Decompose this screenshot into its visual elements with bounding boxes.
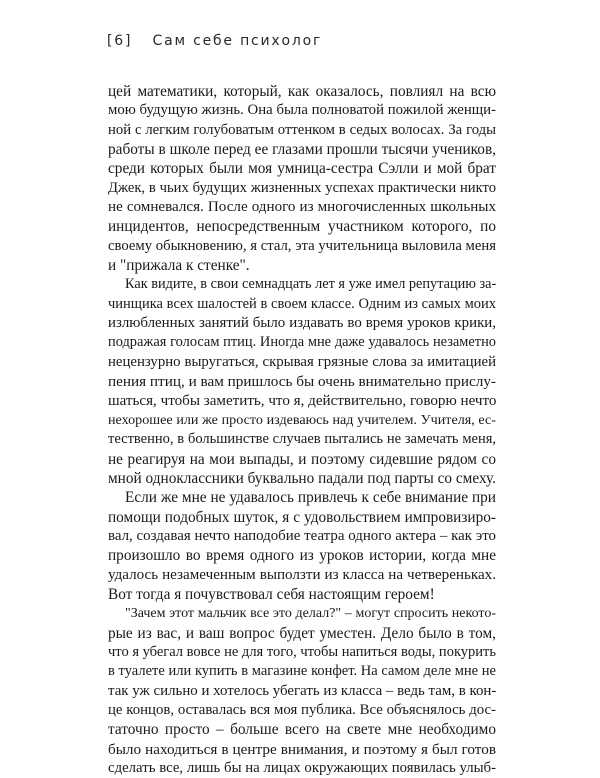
text-line: что я убегал вовсе не для того, чтобы напиться воды, покурить [108, 643, 496, 660]
text-line: мной одноклассники буквально падали под парты со смеху. [108, 469, 496, 487]
body-text [108, 82, 496, 778]
text-line: рые из вас, и ваш вопрос будет уместен. Дело было в том, [108, 624, 496, 642]
text-line: пения птиц, и вам пришлось бы очень внимательно прислу- [108, 373, 496, 391]
text-line: было находиться в центре внимания, и поэтому я был готов [108, 740, 496, 758]
text-line: своему обыкновению, я стал, эта учительница выловила меня [108, 237, 496, 254]
text-line: Если же мне не удавалось привлечь к себе внимание при [125, 489, 496, 507]
text-line: це концов, оставалась вся моя публика. Все объяснялось дос- [108, 702, 496, 718]
text-line: так уж сильно и хотелось убегать из класса – ведь там, в кон- [108, 682, 497, 699]
text-line: в туалете или купить в магазине конфет. На самом деле мне не [108, 663, 496, 680]
running-header [107, 33, 507, 49]
paragraph [108, 82, 496, 275]
text-line: излюбленных занятий было издавать во время уроков крики, [108, 315, 496, 332]
text-line: чинщика всех шалостей в своем классе. Одним из самых моих [108, 295, 496, 312]
page-number: [6] [107, 33, 133, 49]
text-line: инцидентов, непосредственным участником которого, по [108, 218, 496, 236]
text-line: Вот тогда я почувствовал себя настоящим героем! [108, 585, 435, 603]
text-line: вал, создавая нечто наподобие театра одного актера – как это [108, 527, 496, 544]
text-line: и "прижала к стенке". [108, 257, 250, 275]
text-line: нехорошее или же просто издеваюсь над учителем. Учителя, ес- [108, 411, 496, 428]
book-title: Сам себе психолог [152, 33, 323, 49]
text-line: шаться, чтобы заметить, что я, действительно, говорю нечто [108, 392, 497, 409]
text-line: произошло во время одного из уроков истории, когда мне [108, 547, 496, 565]
text-line: удалось незамеченным выползти из класса на четвереньках. [108, 566, 496, 583]
text-line: помощи подобных шуток, я с удовольствием импровизиро- [108, 508, 496, 526]
text-line: среди которых были моя умница-сестра Сэлли и мой брат [108, 160, 496, 178]
text-line: подражая голосам птиц. Иногда мне даже удавалось незаметно [108, 334, 496, 351]
text-line: ной с легким голубоватым оттенком в седых волосах. За годы [108, 121, 496, 138]
text-line: Как видите, в свои семнадцать лет я уже имел репутацию за- [125, 276, 497, 293]
text-line: не реагируя на мои выпады, и поэтому сидевшие рядом со [108, 450, 496, 468]
text-line: "Зачем этот мальчик все это делал?" – могут спросить некото- [125, 606, 496, 622]
text-line: нецензурно выругаться, скрывая грязные слова за имитацией [108, 353, 496, 370]
paragraph [108, 488, 496, 604]
text-line: мою будущую жизнь. Она была полноватой пожилой женщи- [108, 102, 496, 119]
text-line: не сомневался. После одного из многочисленных школьных [108, 199, 496, 216]
text-line: тественно, в большинстве случаев пытались не замечать меня, [108, 431, 496, 448]
text-line: работы в школе перед ее глазами прошли тысячи учеников, [108, 141, 496, 159]
paragraph [108, 604, 496, 778]
paragraph [108, 275, 496, 488]
text-line: сделать все, лишь бы на лицах окружающих появилась улыб- [108, 760, 496, 777]
text-line: Джек, в чьих будущих жизненных успехах практически никто [108, 179, 496, 196]
text-line: таточно просто – больше всего на свете мне необходимо [108, 721, 496, 739]
text-line: цей математики, который, как оказалось, повлиял на всю [108, 83, 496, 100]
